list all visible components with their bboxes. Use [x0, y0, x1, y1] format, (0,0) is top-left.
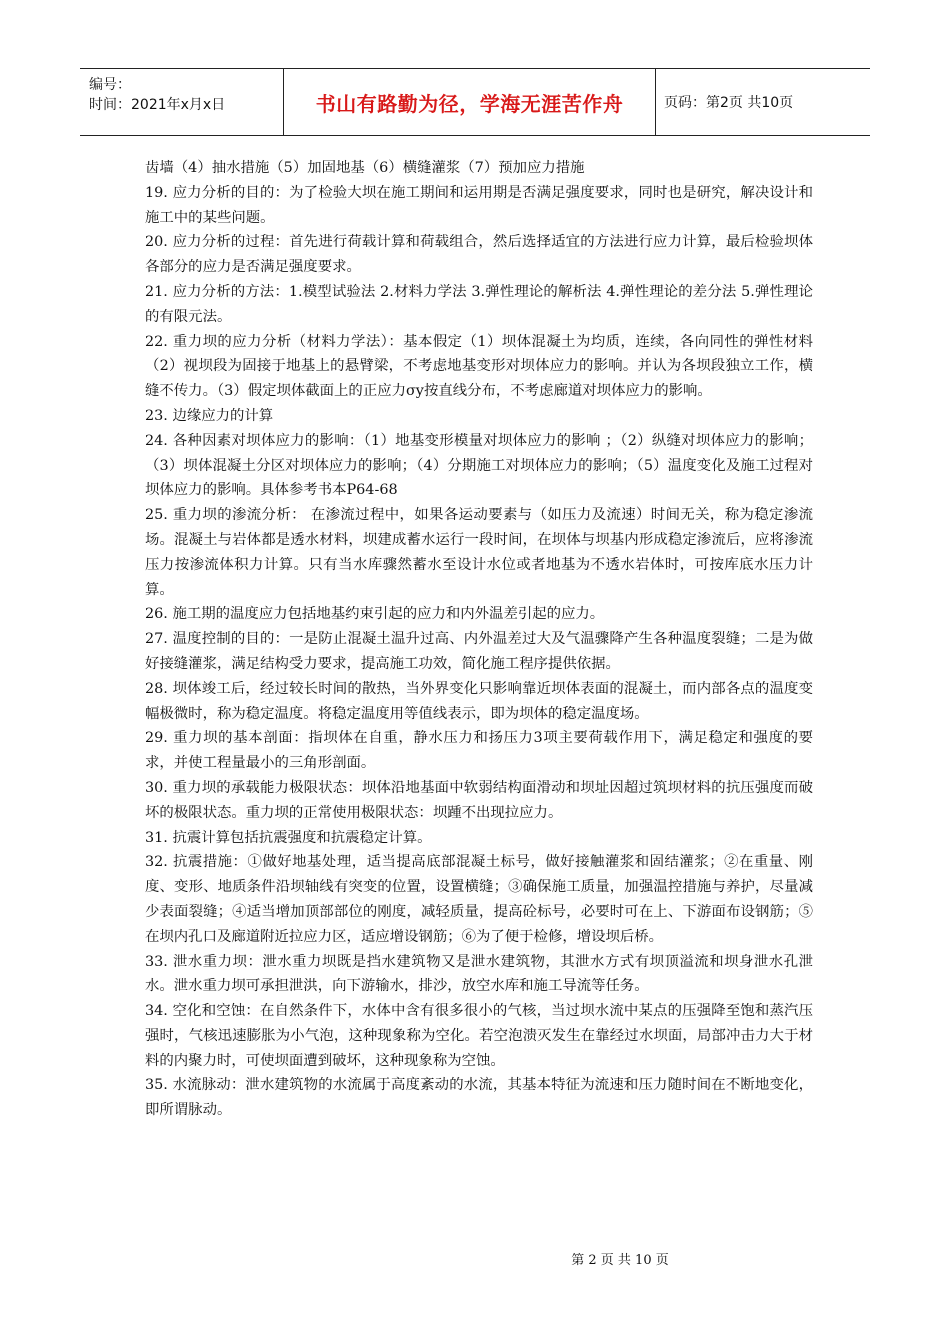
number-label: 编号：: [89, 77, 131, 93]
header-page-label: 页码：第2页 共10页: [664, 95, 794, 111]
document-body: [145, 156, 813, 1123]
paragraph: 25. 重力坝的渗流分析： 在渗流过程中，如果各运动要素与（如压力及流速）时间无关，称为稳定渗流场。混凝土与岩体都是透水材料，坝建成蓄水运行一段时间，在坝体与坝基内形成稳定渗流后，应将渗流压力按渗流体积力计算。只有当水库骤然蓄水至设计水位或者地基为不透水岩体时，可按库底水压力计算。: [145, 507, 813, 598]
paragraph: 31. 抗震计算包括抗震强度和抗震稳定计算。: [145, 829, 432, 846]
header-motto: 书山有路勤为径，学海无涯苦作舟: [284, 69, 656, 135]
paragraph: 齿墙（4）抽水措施（5）加固地基（6）横缝灌浆（7）预加应力措施: [145, 160, 585, 176]
paragraph: 24. 各种因素对坝体应力的影响：（1）地基变形模量对坝体应力的影响 ；（2）纵缝对坝体应力的影响；（3）坝体混凝土分区对坝体应力的影响；（4）分期施工对坝体应力的影响；（5）温度变化及施工过程对坝体应力的影响。具体参考书本P64-68: [145, 432, 813, 499]
paragraph: 26. 施工期的温度应力包括地基约束引起的应力和内外温差引起的应力。: [145, 606, 605, 623]
paragraph: 34. 空化和空蚀：在自然条件下，水体中含有很多很小的气核，当过坝水流中某点的压强降至饱和蒸汽压强时，气核迅速膨胀为小气泡，这种现象称为空化。若空泡溃灭发生在靠经过水坝面，局部冲击力大于材料的内聚力时，可使坝面遭到破坏，这种现象称为空蚀。: [145, 1003, 813, 1069]
page-footer: 第 2 页 共 10 页: [571, 1253, 669, 1268]
header-meta: [80, 69, 284, 135]
paragraph: 27. 温度控制的目的：一是防止混凝土温升过高、内外温差过大及气温骤降产生各种温度裂缝；二是为做好接缝灌浆，满足结构受力要求，提高施工功效，简化施工程序提供依据。: [145, 631, 813, 672]
paragraph: 21. 应力分析的方法：1.模型试验法 2.材料力学法 3.弹性理论的解析法 4.弹性理论的差分法 5.弹性理论的有限元法。: [145, 283, 813, 325]
paragraph: 29. 重力坝的基本剖面：指坝体在自重，静水压力和扬压力3项主要荷载作用下，满足稳定和强度的要求，并使工程量最小的三角形剖面。: [145, 730, 813, 772]
paragraph: 35. 水流脉动：泄水建筑物的水流属于高度紊动的水流，其基本特征为流速和压力随时间在不断地变化，即所谓脉动。: [145, 1077, 813, 1119]
paragraph: 28. 坝体竣工后，经过较长时间的散热，当外界变化只影响靠近坝体表面的混凝土，而内部各点的温度变幅极微时，称为稳定温度。将稳定温度用等值线表示，即为坝体的稳定温度场。: [145, 680, 813, 722]
paragraph: 33. 泄水重力坝：泄水重力坝既是挡水建筑物又是泄水建筑物，其泄水方式有坝顶溢流和坝身泄水孔泄水。泄水重力坝可承担泄洪，向下游输水，排沙，放空水库和施工导流等任务。: [145, 953, 813, 995]
paragraph: 23. 边缘应力的计算: [145, 407, 274, 424]
page-header: [80, 68, 870, 136]
paragraph: 32. 抗震措施：①做好地基处理，适当提高底部混凝土标号，做好接触灌浆和固结灌浆；②在重量、刚度、变形、地质条件沿坝轴线有突变的位置，设置横缝；③确保施工质量，加强温控措施与养护，尽量减少表面裂缝；④适当增加顶部部位的刚度，减轻质量，提高砼标号，必要时可在上、下游面布设钢筋；⑤在坝内孔口及廊道附近拉应力区，适应增设钢筋；⑥为了便于检修，增设坝后桥。: [145, 854, 813, 945]
paragraph: 20. 应力分析的过程：首先进行荷载计算和荷载组合，然后选择适宜的方法进行应力计算，最后检验坝体各部分的应力是否满足强度要求。: [145, 234, 813, 276]
paragraph: 19. 应力分析的目的：为了检验大坝在施工期间和运用期是否满足强度要求，同时也是研究，解决设计和施工中的某些问题。: [145, 184, 813, 226]
time-label: 时间：2021年x月x日: [89, 97, 226, 113]
paragraph: 22. 重力坝的应力分析（材料力学法）：基本假定（1）坝体混凝土为均质，连续，各向同性的弹性材料 （2）视坝段为固接于地基上的悬臂梁，不考虑地基变形对坝体应力的影响。并认为各坝段独立工作，横缝不传力。（3）假定坝体截面上的正应力σy按直线分布，不考虑廊道对坝体应力的影响。: [145, 333, 813, 400]
paragraph: 30. 重力坝的承载能力极限状态：坝体沿地基面中软弱结构面滑动和坝址因超过筑坝材料的抗压强度而破坏的极限状态。重力坝的正常使用极限状态：坝踵不出现拉应力。: [145, 779, 813, 821]
